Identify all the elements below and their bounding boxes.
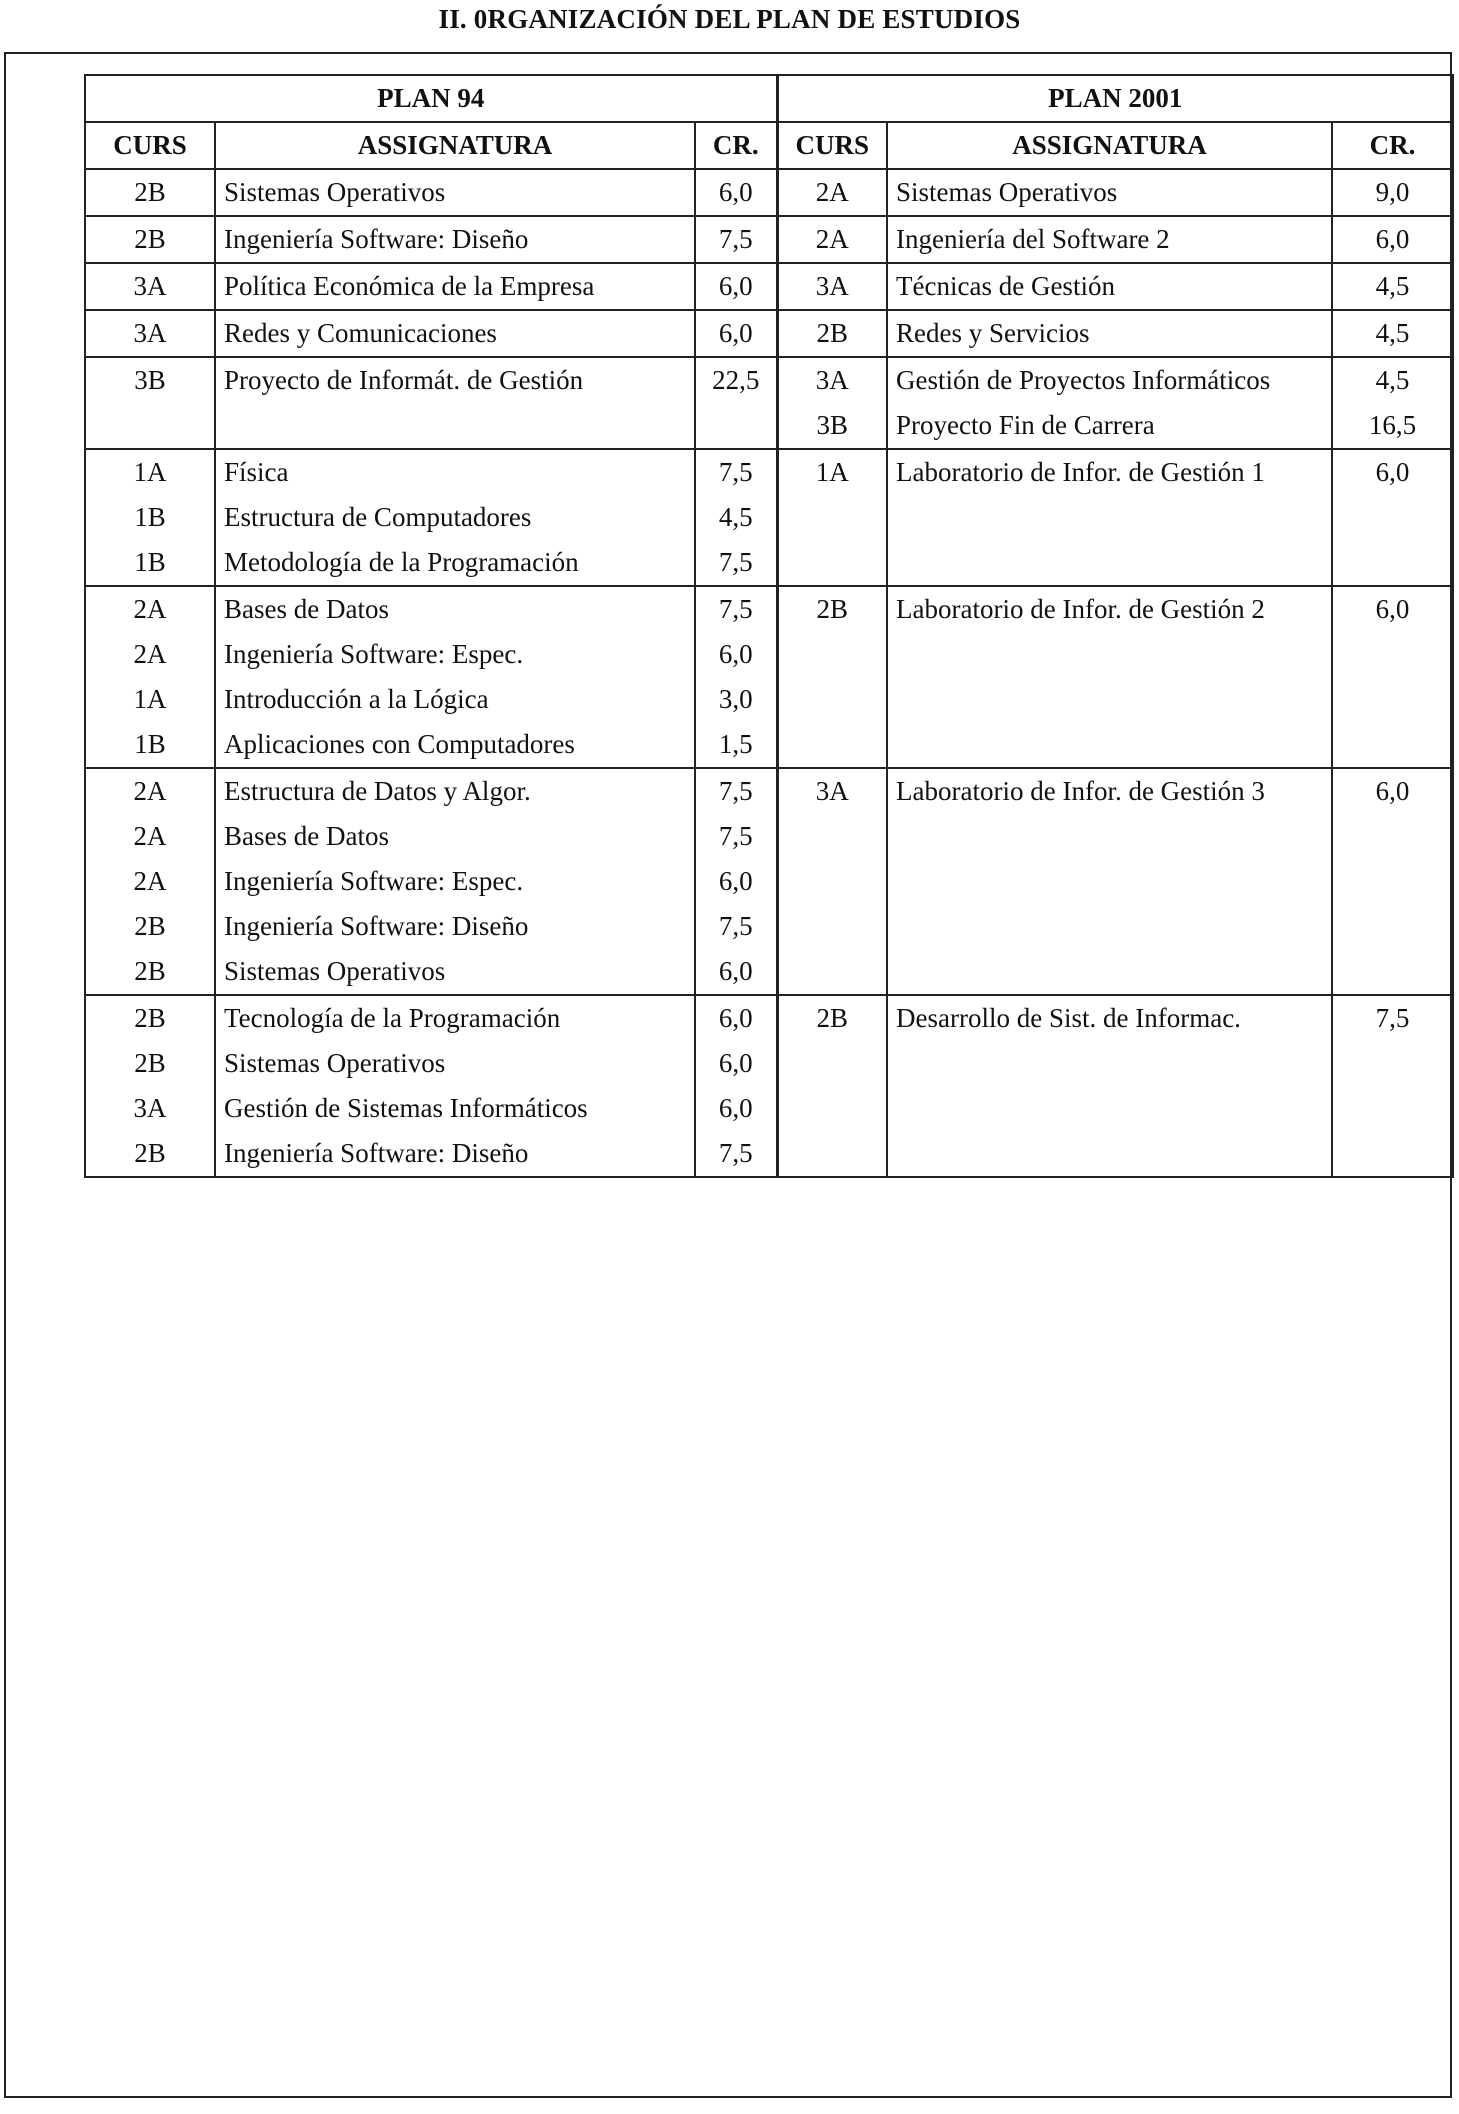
plan2001-subject: Redes y Servicios xyxy=(887,310,1332,357)
plan2001-curs: 3A xyxy=(777,263,887,310)
plan94-curs: 3A xyxy=(85,1086,215,1131)
plan94-subject: Ingeniería Software: Diseño xyxy=(215,216,695,263)
plan2001-curs: 3A xyxy=(777,768,887,814)
plan94-subject: Bases de Datos xyxy=(215,586,695,632)
col-assignatura-new: ASSIGNATURA xyxy=(887,122,1332,169)
plan2001-credits: 7,5 xyxy=(1332,995,1453,1041)
table-row xyxy=(85,632,1453,677)
plan94-curs: 1B xyxy=(85,722,215,768)
plan94-credits: 7,5 xyxy=(695,814,777,859)
plan94-credits: 6,0 xyxy=(695,169,777,216)
table-row xyxy=(85,310,1453,357)
plan2001-credits: 4,5 xyxy=(1332,310,1453,357)
plan2001-curs xyxy=(777,949,887,995)
plan94-subject: Ingeniería Software: Diseño xyxy=(215,1131,695,1177)
plan2001-credits: 4,5 xyxy=(1332,263,1453,310)
plan2001-curs: 3A xyxy=(777,357,887,403)
plan94-credits: 1,5 xyxy=(695,722,777,768)
plan94-subject: Estructura de Computadores xyxy=(215,495,695,540)
plan2001-curs xyxy=(777,1086,887,1131)
table-row xyxy=(85,540,1453,586)
table-row xyxy=(85,169,1453,216)
plan2001-subject xyxy=(887,1086,1332,1131)
plan94-credits: 7,5 xyxy=(695,1131,777,1177)
plan2001-curs: 2A xyxy=(777,216,887,263)
table-row xyxy=(85,216,1453,263)
plan2001-credits xyxy=(1332,1041,1453,1086)
table-row xyxy=(85,449,1453,495)
plan94-credits: 6,0 xyxy=(695,859,777,904)
plan2001-curs: 2A xyxy=(777,169,887,216)
plan2001-subject xyxy=(887,859,1332,904)
plan2001-subject: Laboratorio de Infor. de Gestión 1 xyxy=(887,449,1332,495)
plan94-credits: 7,5 xyxy=(695,449,777,495)
plan94-subject: Introducción a la Lógica xyxy=(215,677,695,722)
plan94-curs: 2A xyxy=(85,632,215,677)
plan2001-curs xyxy=(777,1131,887,1177)
table-row xyxy=(85,814,1453,859)
page-title: II. 0RGANIZACIÓN DEL PLAN DE ESTUDIOS xyxy=(438,4,1021,34)
table-row xyxy=(85,722,1453,768)
plan2001-credits: 9,0 xyxy=(1332,169,1453,216)
plan94-subject: Ingeniería Software: Diseño xyxy=(215,904,695,949)
plan94-subject: Estructura de Datos y Algor. xyxy=(215,768,695,814)
plan94-credits: 7,5 xyxy=(695,768,777,814)
plan94-subject: Redes y Comunicaciones xyxy=(215,310,695,357)
plan94-curs: 1B xyxy=(85,540,215,586)
plan94-curs: 2A xyxy=(85,814,215,859)
plan94-subject: Sistemas Operativos xyxy=(215,949,695,995)
plan94-subject: Ingeniería Software: Espec. xyxy=(215,632,695,677)
plan2001-curs: 1A xyxy=(777,449,887,495)
plan94-subject: Metodología de la Programación xyxy=(215,540,695,586)
study-plan-table xyxy=(84,74,1454,1178)
plan94-curs: 2A xyxy=(85,586,215,632)
table-row xyxy=(85,768,1453,814)
plan94-subject: Aplicaciones con Computadores xyxy=(215,722,695,768)
table-row xyxy=(85,586,1453,632)
plan2001-subject xyxy=(887,904,1332,949)
plan2001-curs xyxy=(777,814,887,859)
plan94-subject: Física xyxy=(215,449,695,495)
plan2001-subject xyxy=(887,1041,1332,1086)
plan2001-curs xyxy=(777,495,887,540)
plan2001-credits xyxy=(1332,904,1453,949)
col-cr-old: CR. xyxy=(695,122,777,169)
plan2001-credits xyxy=(1332,495,1453,540)
table-row xyxy=(85,1131,1453,1177)
plan2001-subject xyxy=(887,949,1332,995)
plan94-subject: Política Económica de la Empresa xyxy=(215,263,695,310)
plan2001-subject xyxy=(887,540,1332,586)
plan94-credits: 7,5 xyxy=(695,216,777,263)
plan94-credits: 6,0 xyxy=(695,263,777,310)
plan2001-credits xyxy=(1332,632,1453,677)
table-row xyxy=(85,263,1453,310)
plan94-credits: 6,0 xyxy=(695,995,777,1041)
plan2001-subject xyxy=(887,814,1332,859)
col-cr-new: CR. xyxy=(1332,122,1453,169)
plan94-subject: Gestión de Sistemas Informáticos xyxy=(215,1086,695,1131)
plan94-subject: Proyecto de Informát. de Gestión xyxy=(215,357,695,403)
plan94-subject: Bases de Datos xyxy=(215,814,695,859)
plan2001-credits xyxy=(1332,722,1453,768)
plan94-curs: 2A xyxy=(85,859,215,904)
table-row xyxy=(85,859,1453,904)
plan94-credits: 6,0 xyxy=(695,1041,777,1086)
plan2001-credits xyxy=(1332,540,1453,586)
plan94-curs: 3B xyxy=(85,357,215,403)
col-assignatura-old: ASSIGNATURA xyxy=(215,122,695,169)
plan2001-curs: 3B xyxy=(777,403,887,449)
plan2001-curs xyxy=(777,540,887,586)
plan2001-curs xyxy=(777,632,887,677)
plan94-credits: 6,0 xyxy=(695,949,777,995)
plan2001-curs: 2B xyxy=(777,310,887,357)
plan94-header: PLAN 94 xyxy=(85,75,777,122)
plan2001-curs xyxy=(777,904,887,949)
plan94-curs: 3A xyxy=(85,310,215,357)
plan94-credits: 22,5 xyxy=(695,357,777,403)
plan2001-subject: Laboratorio de Infor. de Gestión 2 xyxy=(887,586,1332,632)
plan94-curs: 2B xyxy=(85,995,215,1041)
plan94-subject: Ingeniería Software: Espec. xyxy=(215,859,695,904)
table-row xyxy=(85,1041,1453,1086)
plan2001-credits xyxy=(1332,814,1453,859)
plan2001-subject: Gestión de Proyectos Informáticos xyxy=(887,357,1332,403)
table-row xyxy=(85,357,1453,403)
plan2001-curs xyxy=(777,722,887,768)
plan94-subject xyxy=(215,403,695,449)
plan2001-curs xyxy=(777,1041,887,1086)
plan2001-credits xyxy=(1332,1086,1453,1131)
plan94-subject: Tecnología de la Programación xyxy=(215,995,695,1041)
plan94-credits: 6,0 xyxy=(695,310,777,357)
table-row xyxy=(85,995,1453,1041)
plan2001-curs: 2B xyxy=(777,995,887,1041)
plan2001-credits: 6,0 xyxy=(1332,216,1453,263)
plan2001-credits: 6,0 xyxy=(1332,449,1453,495)
table-row xyxy=(85,949,1453,995)
plan2001-subject: Laboratorio de Infor. de Gestión 3 xyxy=(887,768,1332,814)
plan2001-header: PLAN 2001 xyxy=(777,75,1453,122)
plan2001-subject xyxy=(887,677,1332,722)
plan94-curs: 2B xyxy=(85,169,215,216)
table-row xyxy=(85,904,1453,949)
plan94-credits: 6,0 xyxy=(695,1086,777,1131)
plan2001-credits xyxy=(1332,677,1453,722)
plan94-curs: 1A xyxy=(85,677,215,722)
plan94-curs: 2B xyxy=(85,1041,215,1086)
plan2001-curs: 2B xyxy=(777,586,887,632)
plan94-subject: Sistemas Operativos xyxy=(215,169,695,216)
plan94-credits: 7,5 xyxy=(695,904,777,949)
plan94-curs: 2B xyxy=(85,216,215,263)
table-row xyxy=(85,403,1453,449)
plan94-credits: 4,5 xyxy=(695,495,777,540)
table-row xyxy=(85,1086,1453,1131)
plan94-curs: 3A xyxy=(85,263,215,310)
plan2001-credits xyxy=(1332,1131,1453,1177)
plan2001-credits: 16,5 xyxy=(1332,403,1453,449)
col-curs-old: CURS xyxy=(85,122,215,169)
plan94-subject: Sistemas Operativos xyxy=(215,1041,695,1086)
col-curs-new: CURS xyxy=(777,122,887,169)
plan2001-curs xyxy=(777,677,887,722)
plan2001-subject: Desarrollo de Sist. de Informac. xyxy=(887,995,1332,1041)
plan94-curs: 2B xyxy=(85,1131,215,1177)
plan2001-credits xyxy=(1332,859,1453,904)
plan94-credits: 6,0 xyxy=(695,632,777,677)
plan2001-curs xyxy=(777,859,887,904)
plan2001-subject xyxy=(887,722,1332,768)
plan94-credits: 7,5 xyxy=(695,586,777,632)
plan94-curs xyxy=(85,403,215,449)
plan94-curs: 1A xyxy=(85,449,215,495)
table-row xyxy=(85,677,1453,722)
plan94-curs: 2A xyxy=(85,768,215,814)
plan2001-subject xyxy=(887,1131,1332,1177)
plan94-credits: 3,0 xyxy=(695,677,777,722)
plan2001-subject xyxy=(887,632,1332,677)
table-body xyxy=(85,169,1453,1177)
plan2001-credits xyxy=(1332,949,1453,995)
plan2001-subject: Ingeniería del Software 2 xyxy=(887,216,1332,263)
plan2001-subject: Proyecto Fin de Carrera xyxy=(887,403,1332,449)
plan94-credits xyxy=(695,403,777,449)
plan2001-subject: Sistemas Operativos xyxy=(887,169,1332,216)
plan2001-credits: 6,0 xyxy=(1332,586,1453,632)
plan94-credits: 7,5 xyxy=(695,540,777,586)
plan2001-credits: 6,0 xyxy=(1332,768,1453,814)
plan2001-subject xyxy=(887,495,1332,540)
plan94-curs: 2B xyxy=(85,949,215,995)
plan2001-subject: Técnicas de Gestión xyxy=(887,263,1332,310)
table-row xyxy=(85,495,1453,540)
plan2001-credits: 4,5 xyxy=(1332,357,1453,403)
plan94-curs: 2B xyxy=(85,904,215,949)
plan94-curs: 1B xyxy=(85,495,215,540)
